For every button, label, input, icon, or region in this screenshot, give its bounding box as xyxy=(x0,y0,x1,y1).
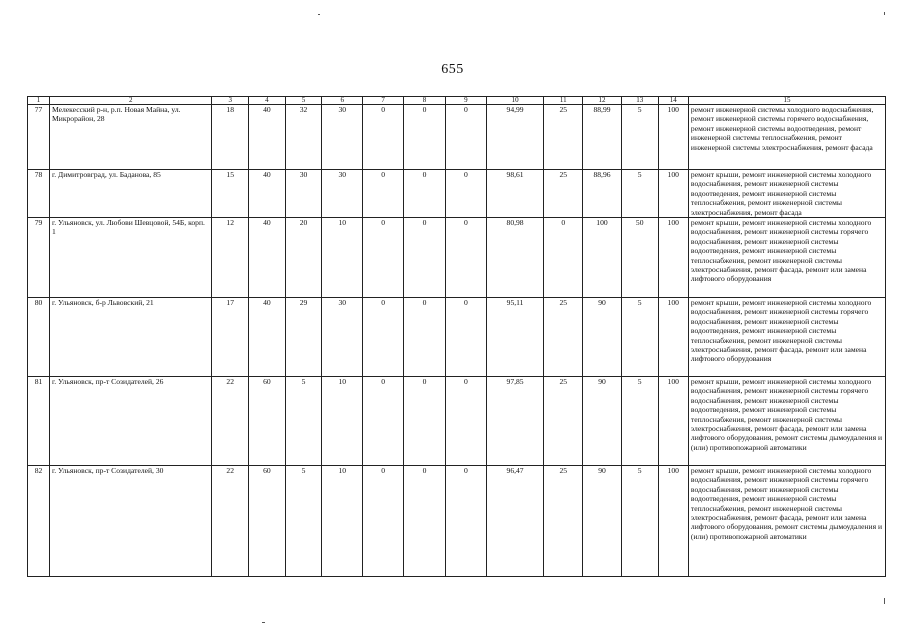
value-cell: 5 xyxy=(621,466,658,577)
value-cell: 0 xyxy=(363,377,404,466)
column-number-row xyxy=(28,97,886,105)
value-cell: 17 xyxy=(212,298,249,377)
value-cell: 97,85 xyxy=(486,377,544,466)
value-cell: 88,96 xyxy=(583,170,622,218)
value-cell: 60 xyxy=(249,377,286,466)
column-number: 14 xyxy=(658,97,688,105)
address-cell: г. Ульяновск, пр-т Созидателей, 30 xyxy=(50,466,212,577)
value-cell: 40 xyxy=(249,105,286,170)
value-cell: 0 xyxy=(445,170,486,218)
value-cell: 5 xyxy=(621,377,658,466)
value-cell: 88,99 xyxy=(583,105,622,170)
column-number: 3 xyxy=(212,97,249,105)
value-cell: 25 xyxy=(544,105,583,170)
row-number: 80 xyxy=(28,298,50,377)
value-cell: 0 xyxy=(404,377,446,466)
value-cell: 0 xyxy=(363,298,404,377)
value-cell: 0 xyxy=(404,105,446,170)
address-cell: г. Ульяновск, пр-т Созидателей, 26 xyxy=(50,377,212,466)
table-row xyxy=(28,298,886,377)
value-cell: 0 xyxy=(404,170,446,218)
value-cell: 5 xyxy=(621,298,658,377)
value-cell: 18 xyxy=(212,105,249,170)
column-number: 5 xyxy=(285,97,322,105)
table-row xyxy=(28,466,886,577)
value-cell: 50 xyxy=(621,218,658,298)
value-cell: 0 xyxy=(363,218,404,298)
works-cell: ремонт крыши, ремонт инженерной системы холодного водоснабжения, ремонт инженерной системы горячего водоснабжения, ремонт инженерной системы водоотведения, ремонт инженерной системы теплоснабжения, ремонт инженерной системы электроснабжения, ремонт фасада, ремонт или замена лифтового оборудования xyxy=(688,218,885,298)
value-cell: 0 xyxy=(544,218,583,298)
value-cell: 80,98 xyxy=(486,218,544,298)
value-cell: 30 xyxy=(322,105,363,170)
value-cell: 25 xyxy=(544,170,583,218)
table-row xyxy=(28,218,886,298)
value-cell: 90 xyxy=(583,377,622,466)
column-number: 13 xyxy=(621,97,658,105)
value-cell: 12 xyxy=(212,218,249,298)
column-number: 1 xyxy=(28,97,50,105)
value-cell: 90 xyxy=(583,466,622,577)
column-number: 10 xyxy=(486,97,544,105)
value-cell: 40 xyxy=(249,298,286,377)
value-cell: 100 xyxy=(658,105,688,170)
value-cell: 95,11 xyxy=(486,298,544,377)
works-cell: ремонт крыши, ремонт инженерной системы холодного водоснабжения, ремонт инженерной системы горячего водоснабжения, ремонт инженерной системы водоотведения, ремонт инженерной системы теплоснабжения, ремонт инженерной системы электроснабжения, ремонт фасада, ремонт или замена лифтового оборудования, ремонт системы дымоудаления и (или) противопожарной автоматики xyxy=(688,466,885,577)
scan-speck xyxy=(262,622,265,623)
row-number: 77 xyxy=(28,105,50,170)
value-cell: 0 xyxy=(404,466,446,577)
row-number: 82 xyxy=(28,466,50,577)
value-cell: 60 xyxy=(249,466,286,577)
address-cell: г. Ульяновск, б-р Львовский, 21 xyxy=(50,298,212,377)
value-cell: 100 xyxy=(658,466,688,577)
row-number: 81 xyxy=(28,377,50,466)
value-cell: 100 xyxy=(658,170,688,218)
table-row xyxy=(28,170,886,218)
value-cell: 100 xyxy=(658,377,688,466)
value-cell: 0 xyxy=(404,298,446,377)
value-cell: 100 xyxy=(583,218,622,298)
value-cell: 94,99 xyxy=(486,105,544,170)
column-number: 4 xyxy=(249,97,286,105)
value-cell: 30 xyxy=(322,298,363,377)
value-cell: 0 xyxy=(445,377,486,466)
value-cell: 25 xyxy=(544,298,583,377)
value-cell: 40 xyxy=(249,218,286,298)
value-cell: 96,47 xyxy=(486,466,544,577)
value-cell: 22 xyxy=(212,466,249,577)
value-cell: 30 xyxy=(285,170,322,218)
column-number: 7 xyxy=(363,97,404,105)
value-cell: 0 xyxy=(363,466,404,577)
scan-speck xyxy=(318,14,320,15)
value-cell: 5 xyxy=(285,466,322,577)
value-cell: 5 xyxy=(285,377,322,466)
table-row xyxy=(28,105,886,170)
column-number: 11 xyxy=(544,97,583,105)
value-cell: 0 xyxy=(363,105,404,170)
value-cell: 5 xyxy=(621,105,658,170)
value-cell: 10 xyxy=(322,466,363,577)
row-number: 78 xyxy=(28,170,50,218)
column-number: 2 xyxy=(50,97,212,105)
table-row xyxy=(28,377,886,466)
works-cell: ремонт крыши, ремонт инженерной системы холодного водоснабжения, ремонт инженерной системы горячего водоснабжения, ремонт инженерной системы водоотведения, ремонт инженерной системы теплоснабжения, ремонт инженерной системы электроснабжения, ремонт фасада, ремонт или замена лифтового оборудования xyxy=(688,298,885,377)
value-cell: 0 xyxy=(445,218,486,298)
value-cell: 10 xyxy=(322,218,363,298)
value-cell: 40 xyxy=(249,170,286,218)
address-cell: Мелекесский р-н, р.п. Новая Майна, ул. Микрорайон, 28 xyxy=(50,105,212,170)
value-cell: 0 xyxy=(445,298,486,377)
value-cell: 0 xyxy=(363,170,404,218)
scan-speck xyxy=(884,598,885,604)
address-cell: г. Димитровград, ул. Баданова, 85 xyxy=(50,170,212,218)
value-cell: 0 xyxy=(404,218,446,298)
value-cell: 25 xyxy=(544,377,583,466)
value-cell: 22 xyxy=(212,377,249,466)
value-cell: 100 xyxy=(658,298,688,377)
repair-program-table xyxy=(27,96,886,577)
value-cell: 5 xyxy=(621,170,658,218)
column-number: 9 xyxy=(445,97,486,105)
works-cell: ремонт крыши, ремонт инженерной системы холодного водоснабжения, ремонт инженерной системы водоотведения, ремонт инженерной системы теплоснабжения, ремонт инженерной системы электроснабжения, ремонт фасада xyxy=(688,170,885,218)
value-cell: 29 xyxy=(285,298,322,377)
value-cell: 10 xyxy=(322,377,363,466)
value-cell: 90 xyxy=(583,298,622,377)
column-number: 8 xyxy=(404,97,446,105)
value-cell: 0 xyxy=(445,466,486,577)
value-cell: 30 xyxy=(322,170,363,218)
row-number: 79 xyxy=(28,218,50,298)
value-cell: 32 xyxy=(285,105,322,170)
works-cell: ремонт крыши, ремонт инженерной системы холодного водоснабжения, ремонт инженерной системы горячего водоснабжения, ремонт инженерной системы водоотведения, ремонт инженерной системы теплоснабжения, ремонт инженерной системы электроснабжения, ремонт фасада, ремонт или замена лифтового оборудования, ремонт системы дымоудаления и (или) противопожарной автоматики xyxy=(688,377,885,466)
column-number: 12 xyxy=(583,97,622,105)
value-cell: 20 xyxy=(285,218,322,298)
value-cell: 0 xyxy=(445,105,486,170)
scan-speck xyxy=(884,12,885,15)
value-cell: 98,61 xyxy=(486,170,544,218)
value-cell: 25 xyxy=(544,466,583,577)
column-number: 15 xyxy=(688,97,885,105)
value-cell: 15 xyxy=(212,170,249,218)
page-number: 655 xyxy=(441,62,464,77)
column-number: 6 xyxy=(322,97,363,105)
value-cell: 100 xyxy=(658,218,688,298)
works-cell: ремонт инженерной системы холодного водоснабжения, ремонт инженерной системы горячего водоснабжения, ремонт инженерной системы водоотведения, ремонт инженерной системы теплоснабжения, ремонт инженерной системы электроснабжения, ремонт фасада xyxy=(688,105,885,170)
address-cell: г. Ульяновск, ул. Любови Шевцовой, 54Б, корп. 1 xyxy=(50,218,212,298)
